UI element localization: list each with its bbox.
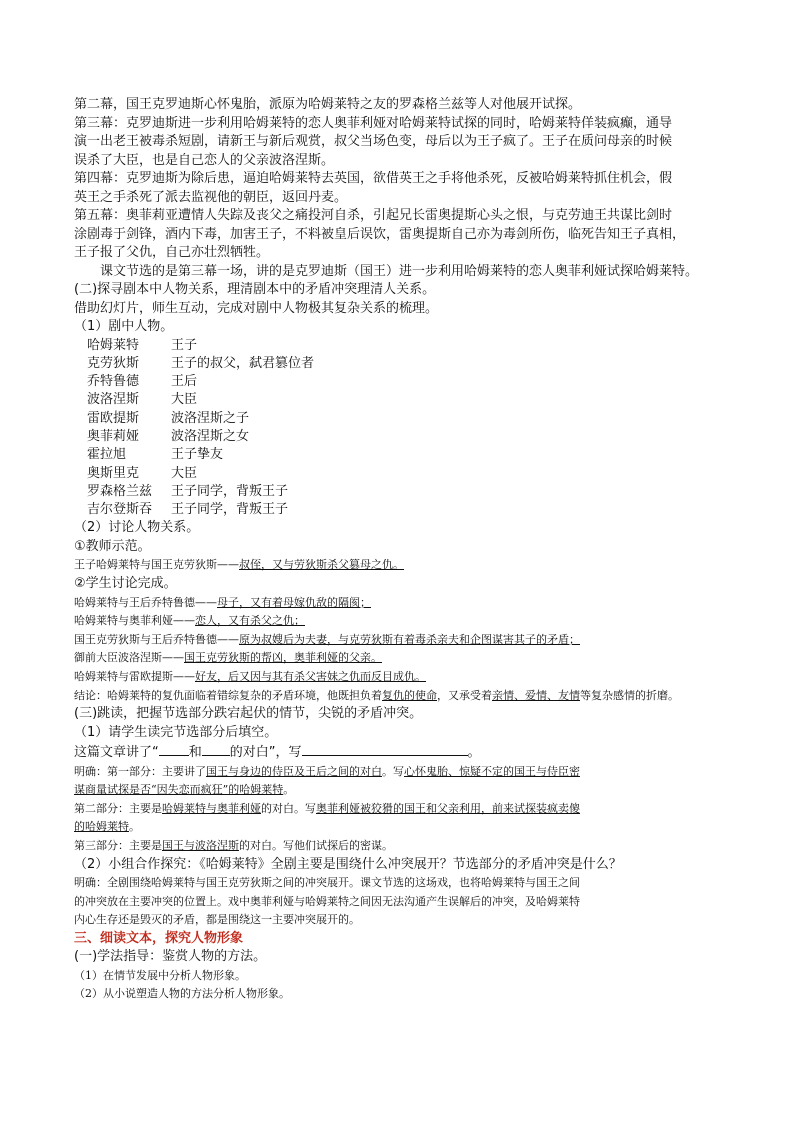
relation-answer: 好友，后又因与其有杀父害妹之仇而反目成仇。 — [195, 669, 426, 683]
character-role: 大臣 — [171, 465, 198, 481]
conclusion-answer: 亲情、爱情、友情 — [492, 688, 580, 702]
act2-text: 第二幕，国王克罗迪斯心怀鬼胎，派原为哈姆莱特之友的罗森格兰兹等人对他展开试探。 — [74, 97, 582, 112]
conclusion-text: ，又承受着 — [437, 688, 492, 702]
answer-text: 第三部分：主要是 — [74, 839, 162, 852]
relation-subject: 哈姆莱特与雷欧提斯—— — [74, 669, 195, 683]
character-role: 王后 — [171, 374, 198, 390]
relations-subheading: （2）讨论人物关系。 — [74, 520, 200, 536]
relations-conclusion — [74, 687, 724, 706]
character-name: 乔特鲁德 — [87, 374, 140, 390]
answer-part2-line1 — [74, 800, 724, 819]
question-text: 。 — [467, 745, 481, 761]
character-row — [87, 373, 724, 391]
group-inquiry-question: （2）小组合作探究：《哈姆莱特》全剧主要是围绕什么冲突展开？节选部分的矛盾冲突是什么？ — [74, 856, 622, 872]
relation-subject: 御前大臣波洛涅斯—— — [74, 651, 184, 665]
blank-field[interactable] — [302, 742, 468, 756]
conclusion-text: 等复杂感情的折磨。 — [580, 688, 679, 702]
relation-row — [74, 668, 724, 687]
act4-line2: 英王之手杀死了派去监视他的朝臣，返回丹麦。 — [74, 189, 348, 205]
act5-line2: 涂剧毒于剑锋，酒内下毒，加害王子，不料被皇后误饮，雷奥提斯自己亦为毒剑所伤，临死告知王子真相， — [74, 226, 686, 242]
relation-answer: 叔侄，又与劳狄斯杀父篡母之仇。 — [239, 558, 404, 572]
relation-row — [74, 631, 724, 650]
answer-text: 。 — [129, 820, 140, 834]
character-name: 霍拉旭 — [87, 447, 127, 463]
answer-text: 明确：第一部分：主要讲了 — [74, 764, 206, 778]
character-role: 王子 — [171, 337, 198, 353]
question-text: 这篇文章讲了“ — [74, 745, 159, 761]
relation-subject: 哈姆莱特与王后乔特鲁德—— — [74, 595, 217, 609]
character-name: 雷欧提斯 — [87, 410, 140, 426]
character-row — [87, 410, 724, 428]
relation-answer: 母子，又有着母嫁仇敌的隔阂； — [217, 595, 371, 609]
inquiry-answer-line1: 明确：全剧围绕哈姆莱特与国王克劳狄斯之间的冲突展开。课文节选的这场戏，也将哈姆莱特与国王之间 — [74, 876, 580, 890]
teacher-demo-label: ①教师示范。 — [74, 538, 151, 554]
method-item-1: （1）在情节发展中分析人物形象。 — [74, 968, 246, 982]
answer-part1-line2 — [74, 781, 724, 800]
relation-demo — [74, 556, 724, 575]
character-name: 哈姆莱特 — [87, 337, 140, 353]
character-role: 王子同学，背叛王子 — [171, 483, 289, 499]
character-name: 波洛涅斯 — [87, 392, 140, 408]
answer-underlined: 国王与波洛涅斯 — [162, 839, 239, 852]
character-name: 吉尔登斯吞 — [87, 502, 153, 518]
answer-text: 的对白。写他们试探后的密谋。 — [239, 839, 393, 852]
character-row — [87, 337, 724, 355]
character-name: 罗森格兰兹 — [87, 483, 153, 499]
question-text: 和 — [188, 745, 202, 761]
answer-underlined: 心怀鬼胎、惊疑不定的国王与侍臣密 — [404, 764, 580, 778]
relation-answer: 国王克劳狄斯的帮凶，奥菲利娅的父亲。 — [184, 651, 382, 665]
section2-intro: 借助幻灯片，师生互动，完成对剧中人物极其复杂关系的梳理。 — [74, 300, 439, 316]
answer-underlined: 国王与身边的侍臣及王后之间的对白 — [206, 764, 382, 778]
conclusion-text: 结论：哈姆莱特的复仇面临着错综复杂的矛盾环境，他既担负着 — [74, 688, 382, 702]
blank-field[interactable] — [159, 742, 189, 756]
character-row — [87, 483, 724, 501]
character-row — [87, 428, 724, 446]
act3-line1: 第三幕：克罗迪斯进一步利用哈姆莱特的恋人奥菲利娅对哈姆莱特试探的同时，哈姆莱特佯装疯癫，通导 — [74, 115, 673, 131]
section3-heading: (三)跳读，把握节选部分跌宕起伏的情节，尖锐的矛盾冲突。 — [74, 706, 423, 722]
character-row — [87, 391, 724, 409]
relation-row — [74, 612, 724, 631]
section2-heading: (二)探寻剧本中人物关系，理清剧本中的矛盾冲突理清人关系。 — [74, 282, 436, 297]
character-name: 克劳狄斯 — [87, 355, 140, 371]
character-row — [87, 355, 724, 373]
answer-part2-line2 — [74, 818, 724, 837]
method-item-2: （2）从小说塑造人物的方法分析人物形象。 — [74, 987, 290, 1001]
answer-part1-line1 — [74, 763, 724, 782]
character-role: 大臣 — [171, 392, 198, 408]
act5-line3: 王子报了父仇，自己亦壮烈牺牲。 — [74, 245, 270, 260]
relation-row — [74, 594, 724, 613]
answer-text: 第二部分：主要是 — [74, 801, 162, 815]
character-name: 奥斯里克 — [87, 465, 140, 481]
summary-paragraph: 课文节选的是第三幕一场，讲的是克罗迪斯（国王）进一步利用哈姆莱特的恋人奥菲利娅试探哈姆莱特。 — [100, 263, 699, 279]
character-row — [87, 446, 724, 464]
character-role: 王子挚友 — [171, 447, 224, 463]
answer-text: 。写 — [382, 764, 404, 778]
part3-heading: 三、细读文本，探究人物形象 — [74, 930, 244, 946]
student-discussion-label: ②学生讨论完成。 — [74, 576, 177, 592]
fill-in-blank-question — [74, 742, 724, 763]
answer-underlined: 哈姆莱特与奥菲利娅 — [162, 801, 261, 815]
method-guidance-heading: (一)学法指导：鉴赏人物的方法。 — [74, 949, 267, 965]
characters-subheading: （1）剧中人物。 — [74, 319, 174, 334]
inquiry-answer-line2: 的冲突放在主要冲突的位置上。戏中奥菲利娅与哈姆莱特之间因无法沟通产生误解后的冲突，及哈姆莱特 — [74, 894, 580, 908]
relation-answer: 原为叔嫂后为夫妻，与克劳狄斯有着毒杀亲夫和企图谋害其子的矛盾； — [239, 632, 580, 646]
character-list — [87, 337, 724, 520]
relation-answer: 恋人，又有杀父之仇； — [195, 614, 305, 628]
conclusion-answer: 复仇的使命 — [382, 688, 437, 702]
blank-field[interactable] — [202, 742, 230, 756]
character-role: 王子同学，背叛王子 — [171, 502, 289, 518]
character-name: 奥菲莉娅 — [87, 428, 140, 444]
question-text: 的对白”，写 — [229, 745, 302, 761]
character-row — [87, 501, 724, 519]
answer-text: 的对白。写 — [261, 801, 316, 815]
character-role: 波洛涅斯之子 — [171, 410, 250, 426]
character-role: 王子的叔父，弑君篡位者 — [171, 355, 315, 371]
relation-subject: 王子哈姆莱特与国王克劳狄斯—— — [74, 558, 239, 572]
character-row — [87, 465, 724, 483]
relation-row — [74, 649, 724, 668]
inquiry-answer-line3: 内心生存还是毁灭的矛盾，都是围绕这一主要冲突展开的。 — [74, 913, 360, 927]
act5-line1: 第五幕：奥菲莉亚遭情人失踪及丧父之痛投河自杀，引起兄长雷奥提斯心头之恨，与克劳迪王共谋比剑时 — [74, 208, 673, 223]
document-page — [74, 96, 724, 1004]
relation-subject: 哈姆莱特与奥菲利娅—— — [74, 614, 195, 628]
act3-line3: 误杀了大臣，也是自己恋人的父亲波洛涅斯。 — [74, 152, 335, 168]
answer-underlined: 奥菲利娅被狡猾的国王和父亲利用，前来试探装疯卖傻 — [316, 801, 580, 815]
answer-part3 — [74, 837, 724, 856]
character-role: 波洛涅斯之女 — [171, 428, 250, 444]
relation-subject: 国王克劳狄斯与王后乔特鲁德—— — [74, 632, 239, 646]
answer-underlined: 的哈姆莱特 — [74, 820, 129, 834]
answer-underlined: 谋商量试探是否“因失恋而疯狂”的哈姆莱特 — [74, 783, 284, 797]
answer-text: 。 — [283, 783, 295, 797]
act4-line1: 第四幕：克罗迪斯为除后患，逼迫哈姆莱特去英国，欲借英王之手将他杀死，反被哈姆莱特抓住机会，假 — [74, 171, 673, 186]
act3-line2: 演一出老王被毒杀短剧，请新王与新后观赏，叔父当场色变，母后以为王子疯了。王子在质问母亲的时候 — [74, 134, 673, 149]
fill-instruction: （1）请学生读完节选部分后填空。 — [74, 724, 278, 740]
